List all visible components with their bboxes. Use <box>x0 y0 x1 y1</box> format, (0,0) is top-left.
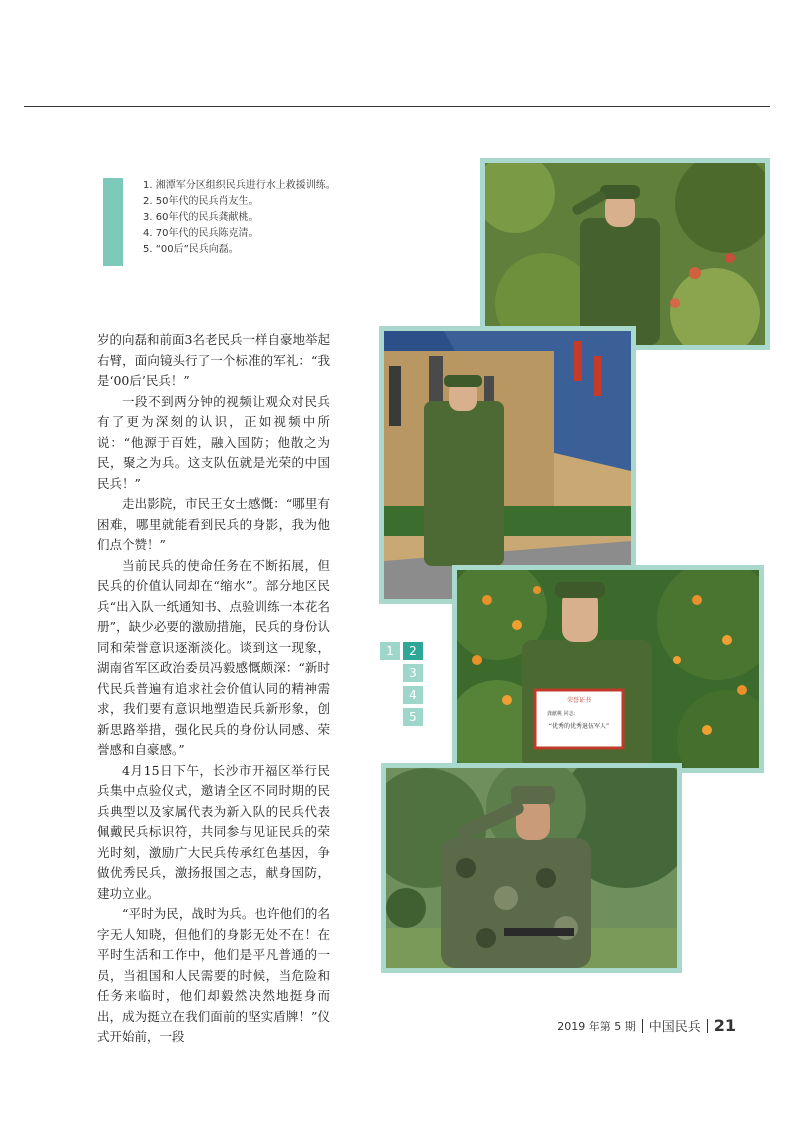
certificate-name: 龚献桃 同志： <box>547 711 579 717</box>
certificate-header: 荣誉证书 <box>566 697 592 704</box>
photo-image <box>457 570 759 768</box>
footer-divider <box>642 1019 643 1033</box>
photo-image <box>384 331 631 599</box>
caption-item: 1. 湘潭军分区组织民兵进行水上救援训练。 <box>143 180 336 191</box>
photo-militiaman-1950s <box>480 158 770 350</box>
photo-militiaman-1970s <box>452 565 764 773</box>
certificate-title: “优秀的优秀退伍军人” <box>548 723 610 730</box>
paragraph: 一段不到两分钟的视频让观众对民兵有了更为深刻的认识，正如视频中所说：“他源于百姓，融入国防；他散之为民，聚之为兵。这支队伍就是光荣的中国民兵！” <box>97 393 330 491</box>
caption-item: 4. 70年代的民兵陈克清。 <box>143 228 259 239</box>
page-footer <box>557 1016 736 1035</box>
paragraph: “平时为民，战时为兵。也许他们的名字无人知晓，但他们的身影无处不在！在平时生活和工作中，他们是平凡普通的一员，当祖国和人民需要的时候，当危险和任务来临时，他们却毅然决然地挺身而出，成为挺立在我们面前的坚实盾牌！”仪式开始前，一段 <box>97 906 330 1044</box>
page-number: 21 <box>713 1016 736 1035</box>
magazine-name: 中国民兵 <box>648 1020 701 1035</box>
photo-number-3: 3 <box>403 664 423 682</box>
footer-divider <box>707 1019 708 1033</box>
paragraph: 走出影院，市民王女士感慨：“哪里有困难，哪里就能看到民兵的身影，我为他们点个赞！” <box>97 496 330 552</box>
paragraph: 当前民兵的使命任务在不断拓展，但民兵的价值认同却在“缩水”。部分地区民兵“出入队一纸通知书、点验训练一本花名册”，缺少必要的激励措施，民兵的身份认同和荣誉意识逐渐淡化。谈到这一现象，湖南省军区政治委员冯毅感慨颇深：“新时代民兵普遍有追求社会价值认同的精神需求，我们要有意识地塑造民兵新形象，创新思路举措，强化民兵的身份认同感、荣誉感和自豪感。” <box>97 557 330 757</box>
caption-item: 5. “00后”民兵向磊。 <box>143 244 239 255</box>
caption-list <box>143 178 336 258</box>
paragraph: 4月15日下午，长沙市开福区举行民兵集中点验仪式，邀请全区不同时期的民兵典型以及家属代表为新入队的民兵代表佩戴民兵标识符，共同参与见证民兵的荣光时刻，激励广大民兵传承红色基因，争做优秀民兵，激扬报国之志，献身国防，建功立业。 <box>97 762 330 901</box>
caption-item: 2. 50年代的民兵肖友生。 <box>143 196 259 207</box>
photo-number-5: 5 <box>403 708 423 726</box>
caption-accent-bar <box>103 178 123 266</box>
photo-number-4: 4 <box>403 686 423 704</box>
top-rule <box>24 106 770 107</box>
photo-militiaman-1960s <box>379 326 636 604</box>
photo-number-2: 2 <box>403 642 423 660</box>
photo-image <box>485 163 765 345</box>
photo-militiaman-00s <box>381 763 682 973</box>
photo-image <box>386 768 677 968</box>
article-body <box>97 330 330 1048</box>
issue-label: 2019 年第 5 期 <box>557 1019 636 1033</box>
paragraph: 岁的向磊和前面3名老民兵一样自豪地举起右臂，面向镜头行了一个标准的军礼：“我是‘00后’民兵！” <box>97 332 330 388</box>
photo-number-1: 1 <box>380 642 400 660</box>
caption-item: 3. 60年代的民兵龚献桃。 <box>143 212 259 223</box>
photo-captions <box>103 178 353 266</box>
